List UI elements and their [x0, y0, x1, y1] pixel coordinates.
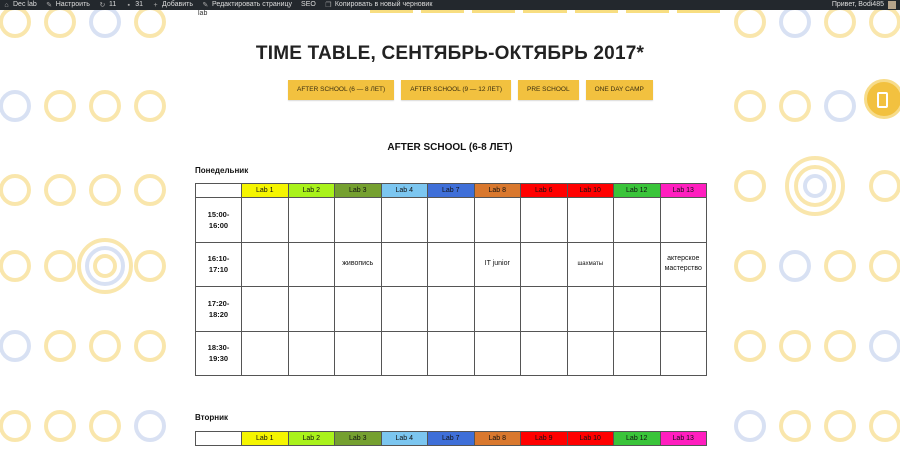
call-button[interactable]	[864, 79, 900, 119]
lab-header-cell: Lab 12	[614, 184, 661, 198]
admin-site-link[interactable]	[3, 0, 37, 10]
activity-cell	[614, 331, 661, 376]
lab-header-cell: Lab 8	[474, 432, 521, 446]
lab-header-cell: Lab 1	[242, 184, 289, 198]
activity-cell	[567, 198, 614, 243]
lab-header-cell: Lab 12	[614, 432, 661, 446]
lab-header-cell: Lab 1	[242, 432, 289, 446]
plus-icon: +	[153, 1, 158, 9]
lab-header-cell: Lab 2	[288, 432, 335, 446]
activity-cell	[288, 198, 335, 243]
activity-cell	[288, 242, 335, 287]
admin-copy-label: Копировать в новый черновик	[334, 1, 433, 8]
lab-header-cell: Lab 7	[428, 432, 475, 446]
lab-header-cell: Lab 3	[335, 432, 382, 446]
activity-cell	[242, 198, 289, 243]
admin-site-label: Dec lab	[13, 1, 37, 8]
avatar	[888, 1, 896, 9]
activity-cell	[660, 331, 707, 376]
time-cell: 16:10- 17:10	[196, 242, 242, 287]
day-title-monday: Понедельник	[195, 166, 249, 175]
admin-copy-link[interactable]	[325, 0, 433, 10]
activity-cell	[660, 198, 707, 243]
activity-cell	[474, 198, 521, 243]
lab-header-cell: Lab 2	[288, 184, 335, 198]
admin-updates-link[interactable]	[99, 0, 116, 10]
activity-cell	[660, 287, 707, 332]
home-icon: ⌂	[4, 1, 9, 9]
timetable-tuesday	[195, 431, 707, 446]
lab-header-cell: Lab 13	[660, 432, 707, 446]
activity-cell	[381, 198, 428, 243]
activity-cell	[614, 287, 661, 332]
activity-cell	[567, 331, 614, 376]
table-row	[196, 242, 707, 287]
time-cell: 15:00- 16:00	[196, 198, 242, 243]
copy-icon: ❐	[325, 1, 332, 9]
lab-header-cell: Lab 8	[474, 184, 521, 198]
activity-cell	[614, 242, 661, 287]
activity-cell	[474, 287, 521, 332]
lab-header-cell: Lab 10	[567, 432, 614, 446]
day-title-tuesday: Вторник	[195, 413, 229, 422]
activity-cell: живопись	[335, 242, 382, 287]
timetable-monday	[195, 183, 707, 376]
header-row	[196, 184, 707, 198]
activity-cell	[381, 331, 428, 376]
lab-header-cell: Lab 3	[335, 184, 382, 198]
table-row	[196, 287, 707, 332]
time-cell: 18:30- 19:30	[196, 331, 242, 376]
admin-bar	[0, 0, 900, 10]
refresh-icon: ↻	[99, 1, 106, 9]
activity-cell	[428, 331, 475, 376]
activity-cell: актерское мастерство	[660, 242, 707, 287]
section-title: AFTER SCHOOL (6-8 ЛЕТ)	[387, 142, 513, 153]
corner-cell	[196, 432, 242, 446]
activity-cell	[428, 242, 475, 287]
activity-cell	[288, 287, 335, 332]
activity-cell	[381, 242, 428, 287]
main-menu-hidden	[370, 10, 720, 14]
admin-greeting: Привет, Bodi485	[831, 1, 884, 8]
activity-cell	[288, 331, 335, 376]
activity-cell: IT junior	[474, 242, 521, 287]
admin-comments-count: 31	[135, 1, 144, 8]
one-day-camp-button[interactable]: ONE DAY CAMP	[586, 80, 653, 100]
admin-seo-label: SEO	[301, 1, 316, 8]
activity-cell	[381, 287, 428, 332]
table-row	[196, 331, 707, 376]
admin-customize-link[interactable]	[46, 0, 90, 10]
activity-cell	[335, 198, 382, 243]
after-school-6-8-button[interactable]: AFTER SCHOOL (6 — 8 ЛЕТ)	[288, 80, 394, 100]
lab-header-cell: Lab 9	[521, 432, 568, 446]
admin-seo-link[interactable]	[301, 0, 316, 10]
admin-new-label: Добавить	[162, 1, 193, 8]
corner-cell	[196, 184, 242, 198]
lab-header-cell: Lab 4	[381, 184, 428, 198]
activity-cell: шахматы	[567, 242, 614, 287]
activity-cell	[521, 198, 568, 243]
lab-header-cell: Lab 6	[521, 184, 568, 198]
activity-cell	[428, 287, 475, 332]
admin-updates-count: 11	[108, 1, 117, 8]
pre-school-button[interactable]: PRE SCHOOL	[518, 80, 579, 100]
admin-new-link[interactable]	[152, 0, 193, 10]
admin-edit-label: Редактировать страницу	[211, 1, 293, 8]
admin-account-link[interactable]	[832, 0, 896, 10]
admin-customize-label: Настроить	[55, 1, 90, 8]
activity-cell	[335, 287, 382, 332]
table-row	[196, 198, 707, 243]
activity-cell	[521, 242, 568, 287]
lab-header-cell: Lab 7	[428, 184, 475, 198]
admin-comments-link[interactable]	[125, 0, 143, 10]
admin-edit-link[interactable]	[202, 0, 292, 10]
activity-cell	[242, 242, 289, 287]
activity-cell	[242, 287, 289, 332]
phone-icon	[877, 92, 888, 108]
activity-cell	[521, 287, 568, 332]
after-school-9-12-button[interactable]: AFTER SCHOOL (9 — 12 ЛЕТ)	[401, 80, 511, 100]
activity-cell	[474, 331, 521, 376]
activity-cell	[242, 331, 289, 376]
site-logo-sub: lab	[198, 10, 208, 17]
lab-header-cell: Lab 4	[381, 432, 428, 446]
comment-icon: ▪	[127, 1, 130, 9]
activity-cell	[335, 331, 382, 376]
page-title: TIME TABLE, СЕНТЯБРЬ-ОКТЯБРЬ 2017*	[255, 43, 645, 64]
activity-cell	[614, 198, 661, 243]
program-buttons	[288, 80, 653, 100]
header-row	[196, 432, 707, 446]
activity-cell	[567, 287, 614, 332]
pencil-icon: ✎	[202, 1, 209, 9]
time-cell: 17:20- 18:20	[196, 287, 242, 332]
brush-icon: ✎	[46, 1, 53, 9]
activity-cell	[428, 198, 475, 243]
lab-header-cell: Lab 10	[567, 184, 614, 198]
lab-header-cell: Lab 13	[660, 184, 707, 198]
activity-cell	[521, 331, 568, 376]
